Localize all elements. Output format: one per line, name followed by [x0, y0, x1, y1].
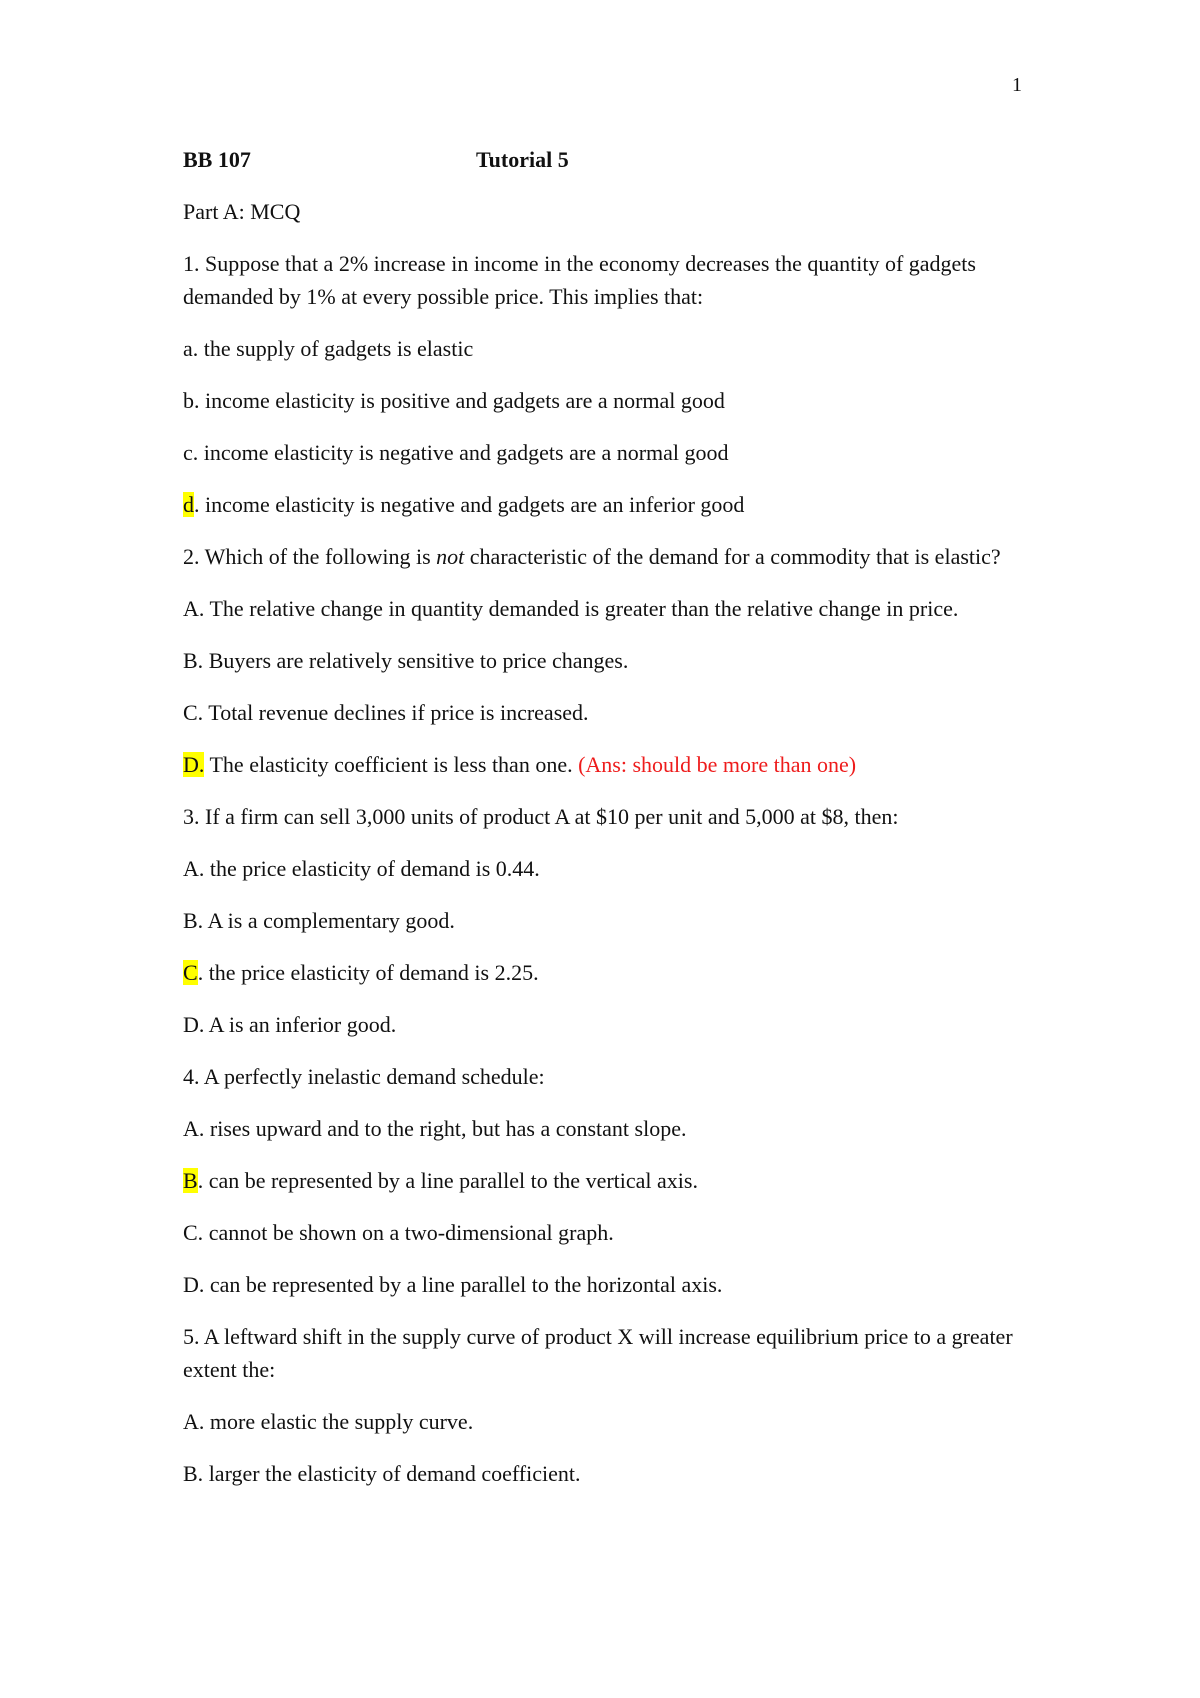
option-text: more elastic the supply curve. — [204, 1409, 474, 1434]
tutorial-title: Tutorial 5 — [476, 147, 569, 172]
option-text: A is a complementary good. — [203, 908, 455, 933]
question-1-option-c — [183, 436, 1043, 469]
answer-highlight: B — [183, 1168, 198, 1193]
option-letter: A. — [183, 856, 205, 881]
document-body — [183, 143, 1043, 1509]
question-2-stem — [183, 540, 1043, 573]
option-text: The relative change in quantity demanded is greater than the relative change in price. — [204, 596, 959, 621]
question-4-stem: 4. A perfectly inelastic demand schedule: — [183, 1064, 545, 1089]
stem-text: characteristic of the demand for a commodity that is elastic? — [464, 544, 1001, 569]
question-2-option-a — [183, 592, 1043, 625]
option-letter: a. — [183, 336, 199, 361]
question-1-option-b — [183, 384, 1043, 417]
question-3-stem: 3. If a firm can sell 3,000 units of product A at $10 per unit and 5,000 at $8, then: — [183, 804, 899, 829]
answer-highlight: C — [183, 960, 198, 985]
question-4-option-d — [183, 1268, 1043, 1301]
option-letter: B. — [183, 1461, 204, 1486]
question-3-option-c — [183, 956, 1043, 989]
question-5-option-b — [183, 1457, 1043, 1490]
option-text: cannot be shown on a two-dimensional graph. — [203, 1220, 614, 1245]
option-text: Total revenue declines if price is increased. — [203, 700, 589, 725]
option-text: A is an inferior good. — [204, 1012, 397, 1037]
option-text: Buyers are relatively sensitive to price changes. — [203, 648, 629, 673]
option-text: . the price elasticity of demand is 2.25. — [197, 960, 539, 985]
question-2-option-b — [183, 644, 1043, 677]
option-letter: C. — [183, 700, 204, 725]
question-2-option-c — [183, 696, 1043, 729]
option-letter: A. — [183, 1116, 205, 1141]
option-text: . can be represented by a line parallel to the vertical axis. — [197, 1168, 698, 1193]
option-text: income elasticity is negative and gadgets are a normal good — [198, 440, 729, 465]
page-number: 1 — [1012, 74, 1022, 96]
stem-text: 2. Which of the following is — [183, 544, 437, 569]
question-3-option-b — [183, 904, 1043, 937]
question-3-option-a — [183, 852, 1043, 885]
document-header — [183, 143, 1043, 176]
option-letter: A. — [183, 596, 205, 621]
option-text: the supply of gadgets is elastic — [198, 336, 474, 361]
answer-highlight: d — [183, 492, 194, 517]
question-5-stem: 5. A leftward shift in the supply curve of product X will increase equilibrium price to a greater extent the: — [183, 1324, 1013, 1382]
stem-emphasis: not — [436, 544, 465, 569]
option-letter: B. — [183, 648, 204, 673]
question-1-option-d — [183, 488, 1043, 521]
question-4-option-b — [183, 1164, 1043, 1197]
option-letter: A. — [183, 1409, 205, 1434]
question-3-option-d — [183, 1008, 1043, 1041]
option-letter: c. — [183, 440, 199, 465]
question-4-option-c — [183, 1216, 1043, 1249]
question-1-option-a — [183, 332, 1043, 365]
option-letter: D. — [183, 1012, 205, 1037]
option-letter: B. — [183, 908, 204, 933]
answer-highlight: D. — [183, 752, 205, 777]
option-letter: D. — [183, 1272, 205, 1297]
question-2-option-d — [183, 748, 1043, 781]
option-text: can be represented by a line parallel to the horizontal axis. — [204, 1272, 723, 1297]
question-1-stem: 1. Suppose that a 2% increase in income in the economy decreases the quantity of gadgets demanded by 1% at every possible price. This implies that: — [183, 251, 976, 309]
option-text: larger the elasticity of demand coefficient. — [203, 1461, 581, 1486]
course-code: BB 107 — [183, 147, 251, 172]
option-letter: b. — [183, 388, 200, 413]
question-4-option-a — [183, 1112, 1043, 1145]
option-text: the price elasticity of demand is 0.44. — [204, 856, 540, 881]
option-text: income elasticity is positive and gadgets are a normal good — [199, 388, 725, 413]
option-text: rises upward and to the right, but has a constant slope. — [204, 1116, 687, 1141]
answer-note: (Ans: should be more than one) — [578, 752, 857, 777]
option-text: . income elasticity is negative and gadgets are an inferior good — [194, 492, 745, 517]
option-letter: C. — [183, 1220, 204, 1245]
section-title: Part A: MCQ — [183, 199, 301, 224]
question-5-option-a — [183, 1405, 1043, 1438]
option-text: The elasticity coefficient is less than one. — [204, 752, 579, 777]
